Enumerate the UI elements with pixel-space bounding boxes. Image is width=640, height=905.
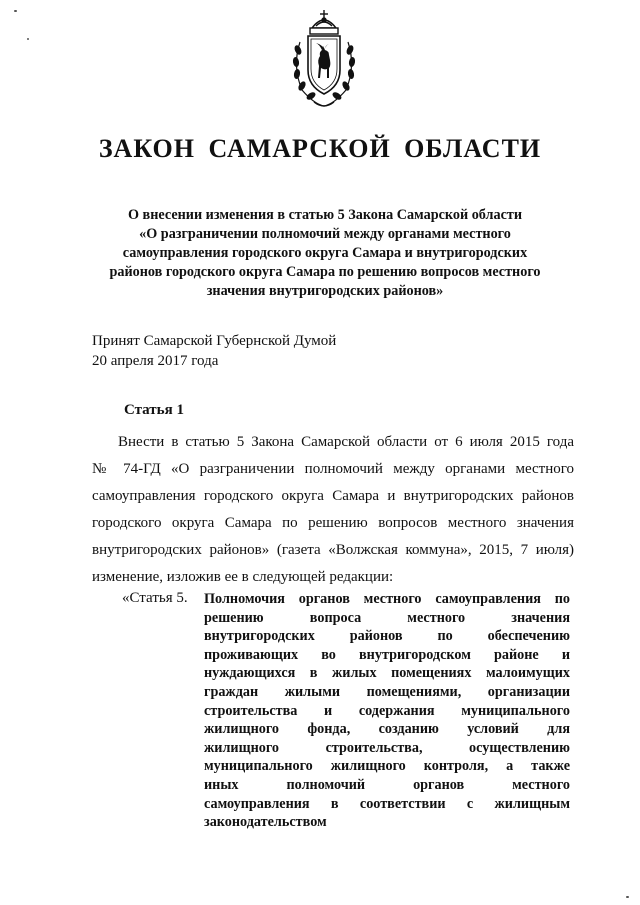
quoted-line: решению вопроса местного значения	[204, 609, 570, 626]
quoted-line: Полномочия органов местного самоуправления по	[204, 591, 570, 607]
scan-speck	[626, 896, 629, 898]
subtitle-line: значения внутригородских районов»	[206, 283, 444, 299]
article-line: внутригородских районов» (газета «Волжская коммуна», 2015, 7 июля)	[92, 542, 574, 558]
adopted-date: 20 апреля 2017 года	[92, 353, 219, 369]
quoted-line: внутригородских районов по обеспечению	[204, 628, 570, 645]
article-line: самоуправления городского округа Самара и внутригородских районов	[92, 488, 574, 504]
article-line: Внести в статью 5 Закона Самарской области от 6 июля 2015 года	[118, 434, 574, 450]
article-line: № 74-ГД «О разграничении полномочий между органами местного	[92, 461, 574, 477]
adopted-by: Принят Самарской Губернской Думой	[92, 333, 337, 349]
article-line: изменение, изложив ее в следующей редакции:	[92, 569, 394, 585]
quoted-line: граждан жилыми помещениями, организации	[204, 683, 570, 700]
article-body	[92, 429, 574, 591]
law-title: ЗАКОН САМАРСКОЙ ОБЛАСТИ	[98, 134, 542, 163]
quoted-line: иных полномочий органов местного	[204, 776, 570, 793]
quoted-article-label: «Статья 5.	[122, 590, 188, 606]
article-heading: Статья 1	[124, 402, 184, 418]
quoted-line: законодательством	[204, 814, 327, 831]
quoted-line: нуждающихся в жилых помещениях малоимущих	[204, 665, 570, 682]
law-subtitle	[90, 206, 560, 301]
samara-coat-of-arms-icon	[286, 6, 362, 110]
scan-speck	[27, 38, 29, 40]
quoted-line: жилищного фонда, созданию условий для	[204, 721, 570, 738]
quoted-line: строительства и содержания муниципального	[204, 702, 570, 719]
scan-speck	[14, 10, 17, 12]
subtitle-line: О внесении изменения в статью 5 Закона Самарской области	[127, 207, 523, 223]
article-line: городского округа Самара по решению вопросов местного значения	[92, 515, 574, 531]
quoted-line: муниципального жилищного контроля, а также	[204, 758, 570, 775]
subtitle-line: районов городского округа Самара по решению вопросов местного	[109, 264, 541, 280]
subtitle-line: «О разграничении полномочий между органами местного	[139, 226, 511, 242]
adoption-info	[92, 331, 336, 371]
quoted-line: самоуправления в соответствии с жилищным	[204, 795, 570, 812]
subtitle-line: самоуправления городского округа Самара и внутригородских	[122, 245, 528, 261]
quoted-article-body	[204, 590, 570, 832]
quoted-line: жилищного строительства, осуществлению	[204, 739, 570, 756]
quoted-line: проживающих во внутригородском районе и	[204, 646, 570, 663]
